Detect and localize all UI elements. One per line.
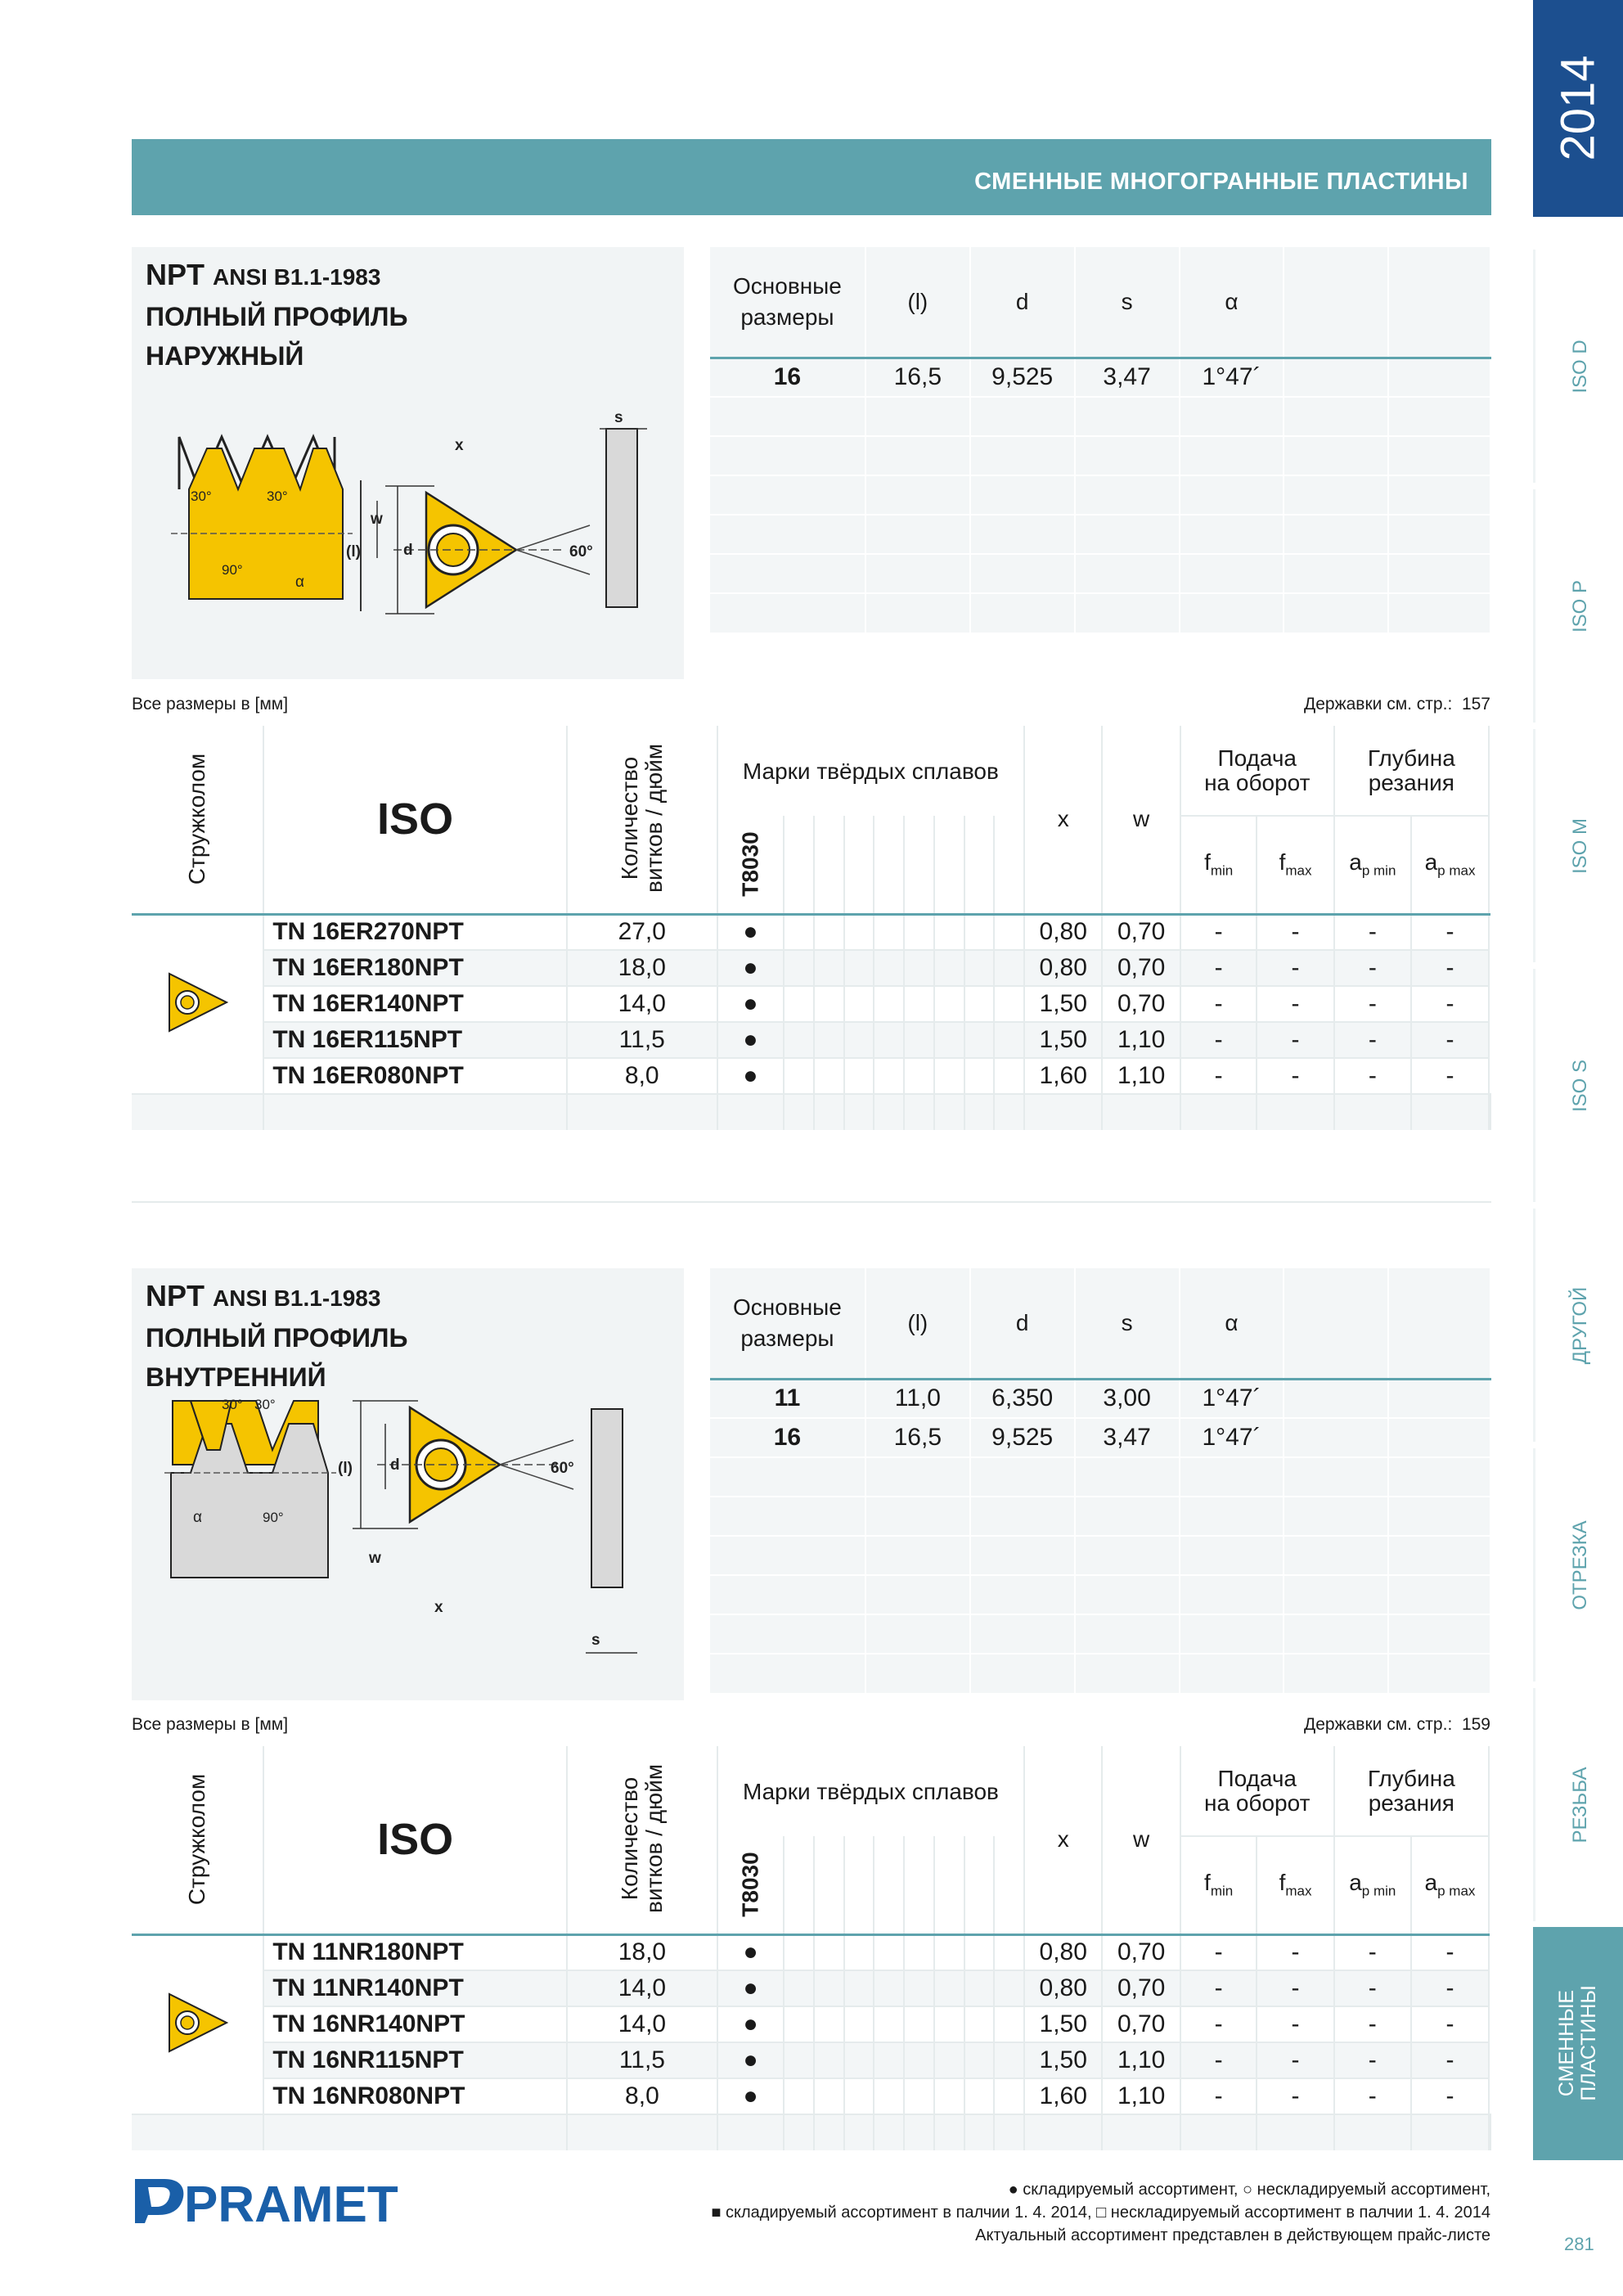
legend [711, 2178, 1490, 2247]
tab-parting[interactable] [1533, 1448, 1623, 1681]
inserts-table-internal: Стружколом ISO Количество витков / дюйм Марки твёрдых сплавов x w Подача на оборот Глубина резания T8030 $f_{min}$ $f_{max}$ $a_{p min}$ $a_{p max}$ TN 11NR180NPT 18,0 ● 0,80 0,70 - - - - TN 11NR140NPT 14,0 ● 0,80 0,70 - - - - TN 16NR140NPT 14,0 ● 1,50 0,70 - - - - TN 16NR115NPT 11,5 ● 1,50 1,10 - - - - TN 16NR080NPT 8,0 ● 1,60 1,10 - - - - [132, 1746, 1491, 2150]
tab-label: ISO M [1569, 817, 1591, 874]
hdr-threads-2: витков / дюйм [641, 744, 667, 894]
hdr-depth-2: резания [1368, 1790, 1454, 1816]
hdr-depth-1: Глубина [1367, 1765, 1455, 1791]
hdr-threads-2: витков / дюйм [641, 1764, 667, 1914]
hdr-l: (l) [865, 247, 970, 358]
note-holders: Державки см. стр.: 159 [1303, 1715, 1490, 1734]
label-angle-90: 90° [222, 562, 243, 578]
hdr-basic-1: Основные [733, 1294, 842, 1320]
title-profile: ПОЛНЫЙ ПРОФИЛЬ [146, 1323, 408, 1353]
hdr-basic-1: Основные [733, 272, 842, 299]
hdr-iso: ISO [263, 726, 566, 914]
hdr-chipbreaker: Стружколом [184, 1774, 210, 1906]
side-tabs [1533, 0, 1623, 2296]
hdr-x: x [1024, 726, 1102, 914]
dim-row: 11 11,0 6,350 3,00 1°47´ [710, 1379, 1490, 1418]
year-tab [1533, 0, 1623, 217]
hdr-depth-2: резания [1368, 769, 1454, 795]
label-l: (l) [338, 1460, 353, 1477]
hdr-feed-2: на оборот [1204, 1790, 1311, 1816]
pramet-logo [132, 2172, 402, 2234]
label-60: 60° [551, 1460, 574, 1477]
tab-label: ISO P [1569, 579, 1591, 633]
title-type: ВНУТРЕННИЙ [146, 1362, 326, 1392]
note-holders: Державки см. стр.: 157 [1303, 695, 1490, 714]
label-w: w [371, 511, 383, 528]
hdr-w: w [1102, 1746, 1180, 1934]
tab-threading[interactable] [1533, 1688, 1623, 1921]
table-row: TN 16NR115NPT 11,5 ● 1,50 1,10 - - - - [132, 2042, 1490, 2078]
table-row: TN 16NR140NPT 14,0 ● 1,50 0,70 - - - - [132, 2006, 1490, 2042]
hdr-iso: ISO [263, 1746, 567, 1934]
table-row: TN 16ER140NPT 14,0 ● 1,50 0,70 - - - - [132, 986, 1490, 1022]
label-angle-30-left: 30° [191, 488, 212, 504]
insert-icon [164, 1984, 230, 2058]
hdr-feed-2: на оборот [1204, 769, 1311, 795]
dim-row: 16 16,5 9,525 3,47 1°47´ [710, 1418, 1490, 1457]
header-band [132, 139, 1491, 215]
hdr-feed-1: Подача [1217, 1765, 1297, 1791]
tab-inserts-active[interactable] [1533, 1927, 1623, 2160]
dim-row: 16 16,5 9,525 3,47 1°47´ [710, 358, 1490, 397]
table-row: TN 16ER115NPT 11,5 ● 1,50 1,10 - - - - [132, 1022, 1490, 1058]
hdr-basic-2: размеры [740, 1325, 834, 1351]
title-standard: ANSI B1.1-1983 [213, 1285, 381, 1311]
label-angle-90: 90° [263, 1510, 284, 1525]
hdr-w: w [1102, 726, 1180, 914]
year-label: 2014 [1551, 55, 1605, 161]
hdr-d: d [970, 1268, 1075, 1379]
dimension-table-external [710, 247, 1491, 633]
label-l: (l) [346, 543, 361, 560]
label-s: s [591, 1632, 600, 1649]
hdr-chipbreaker: Стружколом [184, 754, 210, 885]
hdr-grades: Марки твёрдых сплавов [717, 726, 1024, 816]
title-profile: ПОЛНЫЙ ПРОФИЛЬ [146, 302, 408, 331]
table-row: TN 16ER270NPT 27,0 ● 0,80 0,70 - - - - [132, 914, 1490, 950]
hdr-grades: Марки твёрдых сплавов [717, 1746, 1024, 1836]
tab-label: РЕЗЬБА [1569, 1767, 1591, 1843]
label-x: x [455, 437, 464, 454]
hdr-s: s [1075, 1268, 1180, 1379]
label-angle-30-right: 30° [267, 488, 288, 504]
hdr-threads-1: Количество [616, 757, 642, 880]
legend-line-2: ■ складируемый ассортимент в палчии 1. 4. 2014, □ нескладируемый ассортимент в палчии 1. 4. 2014 [711, 2204, 1490, 2222]
tab-iso-m[interactable] [1533, 729, 1623, 962]
hdr-depth-1: Глубина [1367, 745, 1455, 771]
tab-other[interactable] [1533, 1209, 1623, 1442]
label-w: w [369, 1550, 381, 1567]
label-alpha: α [193, 1509, 202, 1526]
logo-text: PRAMET [184, 2177, 398, 2230]
table-row: TN 11NR180NPT 18,0 ● 0,80 0,70 - - - - [132, 1934, 1490, 1970]
table-row: TN 11NR140NPT 14,0 ● 0,80 0,70 - - - - [132, 1970, 1490, 2006]
title-npt: NPT [146, 1279, 205, 1312]
tab-iso-d[interactable] [1533, 250, 1623, 483]
section-title-external [146, 255, 636, 376]
hdr-grade-t8030: T8030 [737, 831, 763, 897]
title-standard: ANSI B1.1-1983 [213, 264, 381, 290]
tab-label-line1: СМЕННЫЕ [1555, 1989, 1578, 2097]
table-row: TN 16ER180NPT 18,0 ● 0,80 0,70 - - - - [132, 950, 1490, 986]
tab-label: ДРУГОЙ [1569, 1286, 1591, 1364]
label-x: x [434, 1599, 443, 1616]
hdr-s: s [1075, 247, 1180, 358]
header-title: СМЕННЫЕ МНОГОГРАННЫЕ ПЛАСТИНЫ [974, 169, 1468, 195]
hdr-d: d [970, 247, 1075, 358]
label-d: d [403, 542, 413, 559]
hdr-basic-2: размеры [740, 304, 834, 330]
tab-label: ОТРЕЗКА [1569, 1519, 1591, 1610]
tab-label: ISO D [1569, 339, 1591, 394]
label-s: s [614, 409, 623, 426]
hdr-threads-1: Количество [616, 1777, 642, 1901]
note-all-dims: Все размеры в [мм] [132, 1715, 289, 1734]
legend-line-1: ● складируемый ассортимент, ○ нескладируемый ассортимент, [1008, 2181, 1490, 2199]
label-angle-30-right: 30° [254, 1397, 276, 1412]
hdr-feed-1: Подача [1217, 745, 1297, 771]
section-divider [132, 1201, 1491, 1203]
title-type: НАРУЖНЫЙ [146, 341, 304, 371]
inserts-table-external: Стружколом ISO Количество витков / дюйм Марки твёрдых сплавов x w Подача на оборот Глубина резания T8030 $f_{min}$ $f_{max}$ $a_{p min}$ $a_{p max}$ TN 16ER270NPT 27,0 ● 0,80 0,70 - - - - TN 16ER180NPT 18,0 ● 0,80 0,70 - - - - TN 16ER140NPT 14,0 ● 1,50 0,70 - - - - TN 16ER115NPT 11,5 ● 1,50 1,10 - - - - TN 16ER080NPT 8,0 ● 1,60 1,10 - - - - [132, 726, 1491, 1130]
section-title-internal [146, 1276, 636, 1397]
holders-page-link[interactable]: 157 [1461, 695, 1490, 714]
hdr-x: x [1024, 1746, 1102, 1934]
tab-iso-s[interactable] [1533, 969, 1623, 1202]
hdr-l: (l) [865, 1268, 970, 1379]
insert-icon [164, 964, 230, 1038]
dimension-table-internal [710, 1268, 1491, 1693]
logo-mark-icon [132, 2172, 402, 2230]
table-row: TN 16ER080NPT 8,0 ● 1,60 1,10 - - - - [132, 1058, 1490, 1094]
note-all-dims: Все размеры в [мм] [132, 695, 289, 714]
table-row: TN 16NR080NPT 8,0 ● 1,60 1,10 - - - - [132, 2078, 1490, 2114]
legend-line-3: Актуальный ассортимент представлен в действующем прайс-листе [975, 2226, 1490, 2244]
tab-label-line2: ПЛАСТИНЫ [1577, 1985, 1600, 2101]
hdr-grade-t8030: T8030 [737, 1852, 763, 1917]
tab-iso-p[interactable] [1533, 489, 1623, 723]
holders-page-link[interactable]: 159 [1461, 1715, 1490, 1734]
page-number: 281 [1564, 2234, 1594, 2254]
hdr-alpha: α [1180, 247, 1284, 358]
title-npt: NPT [146, 258, 205, 291]
tab-label: ISO S [1569, 1059, 1591, 1112]
label-60: 60° [569, 543, 593, 560]
label-d: d [390, 1456, 400, 1474]
label-alpha: α [295, 574, 304, 591]
label-angle-30-left: 30° [222, 1397, 243, 1412]
hdr-alpha: α [1180, 1268, 1284, 1379]
